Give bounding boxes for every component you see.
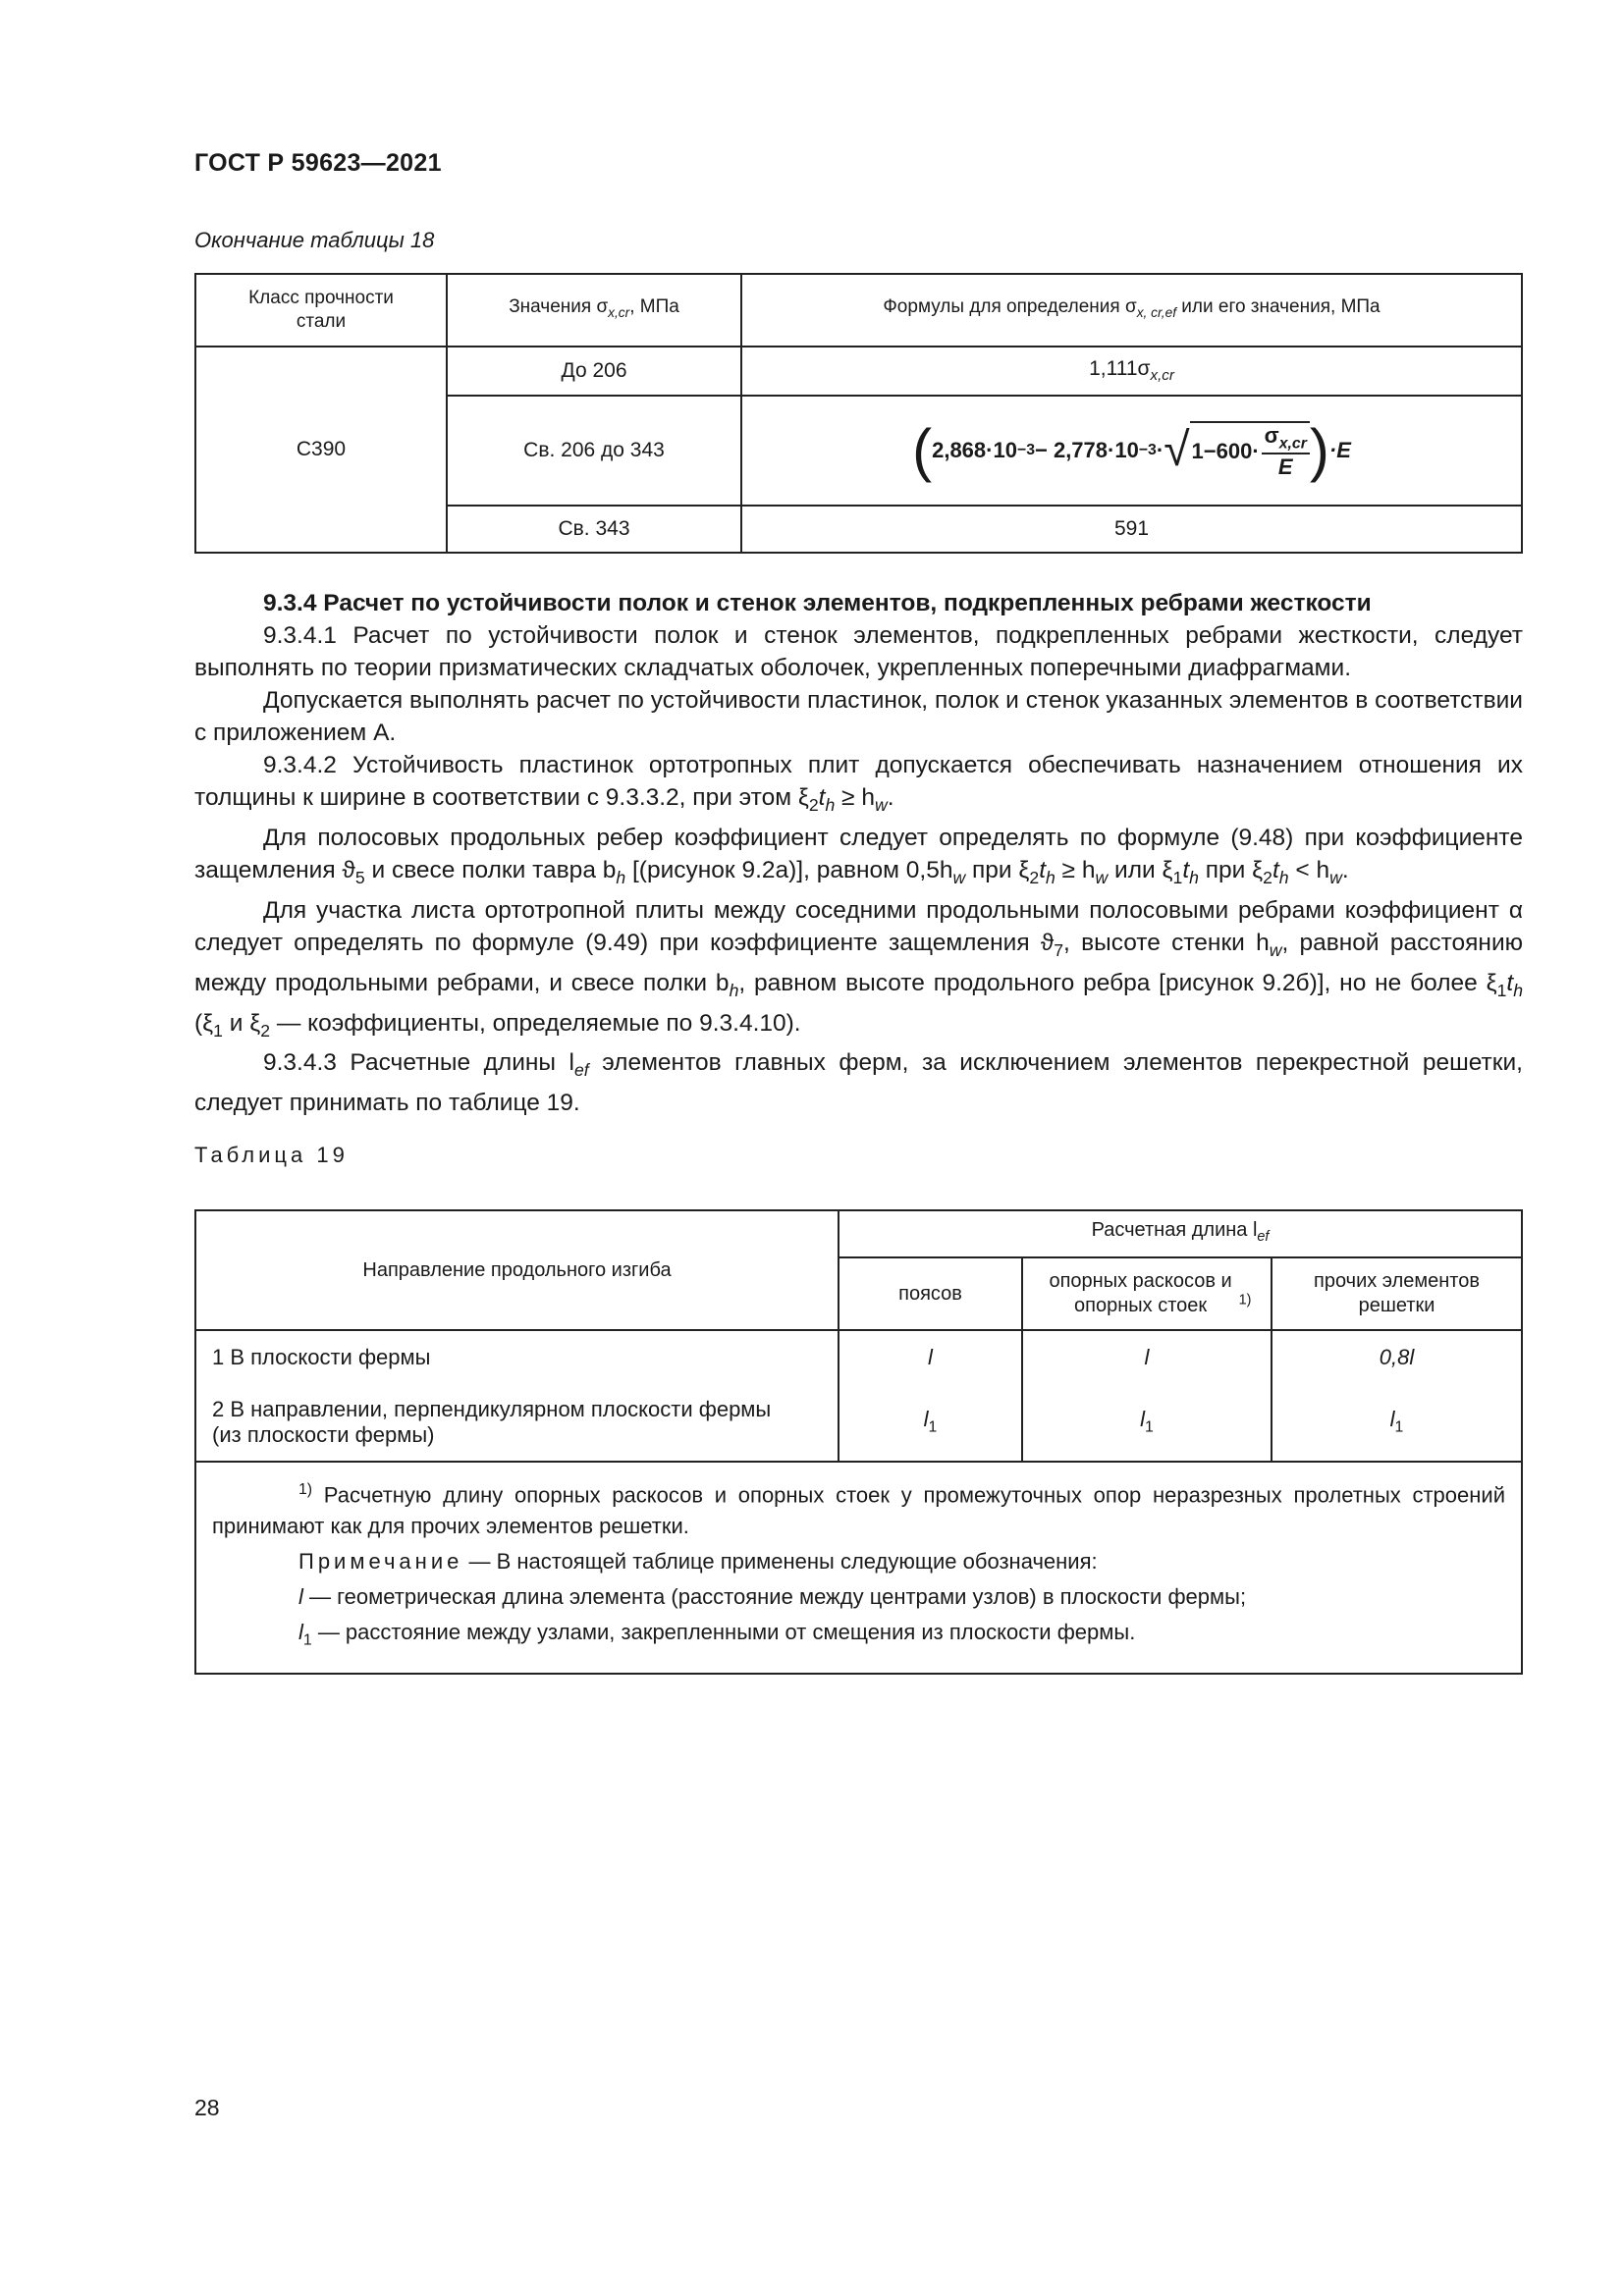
table-row xyxy=(195,1330,1522,1383)
t19-head-chords: поясов xyxy=(839,1257,1022,1330)
table-19 xyxy=(194,1209,1523,1675)
t19-row1-label: 1 В плоскости фермы xyxy=(195,1330,839,1383)
paragraph-appendix-a: Допускается выполнять расчет по устойчивости пластинок, полок и стенок указанных элементов в соответствии с приложением А. xyxy=(194,687,1523,746)
table-row xyxy=(195,347,1522,396)
t19-row2-support: $l_1$ xyxy=(1022,1383,1272,1462)
t18-range-1: До 206 xyxy=(447,347,741,396)
t19-row1-chords: l xyxy=(839,1330,1022,1383)
t19-note-l: l — геометрическая длина элемента (расстояние между центрами узлов) в плоскости фермы; xyxy=(298,1584,1247,1610)
t19-row1-support: l xyxy=(1022,1330,1272,1383)
paragraph-9-3-4-1: 9.3.4.1 Расчет по устойчивости полок и стенок элементов, подкрепленных ребрами жесткости, следует выполнять по теории призматических складчатых оболочек, укрепленных поперечными диафрагмами. xyxy=(194,622,1523,681)
t19-head-direction: Направление продольного изгиба xyxy=(195,1210,839,1330)
table-19-notes-row xyxy=(195,1462,1522,1674)
section-heading-9-3-4: 9.3.4 Расчет по устойчивости полок и стенок элементов, подкрепленных ребрами жесткости xyxy=(263,590,1372,616)
table-19-header-row xyxy=(195,1210,1522,1257)
t18-value-1: $1,111\sigma_{x,cr}$ xyxy=(741,347,1522,396)
t19-note-l1: $l_1$ — расстояние между узлами, закрепленными от смещения из плоскости фермы. xyxy=(298,1620,1136,1649)
t19-head-length: Расчетная длина $l_{ef}$ xyxy=(839,1210,1522,1257)
section-9-3-4-text xyxy=(194,587,1523,1171)
t18-range-3: Св. 343 xyxy=(447,506,741,553)
t18-range-2: Св. 206 до 343 xyxy=(447,396,741,506)
paragraph-9-3-4-3: 9.3.4.3 Расчетные длины $l_{ef}$ элементов главных ферм, за исключением элементов перекрестной решетки, следует принимать по таблице 19. xyxy=(194,1049,1523,1117)
t19-row2-chords: $l_1$ xyxy=(839,1383,1022,1462)
t19-notes xyxy=(195,1462,1522,1674)
table18-continuation-caption: Окончание таблицы 18 xyxy=(194,228,435,252)
t19-row2-other: $l_1$ xyxy=(1272,1383,1522,1462)
t18-formula: ( 2,868·10 −3 − 2,778·10 −3 · √ 1−600· $\sigma_{x,cr}$ E ) ·E xyxy=(741,396,1522,506)
paragraph-plate-section: Для участка листа ортотропной плиты между соседними продольными полосовыми ребрами коэффициент α следует определять по формуле (9.49) при коэффициенте защемления $ϑ_7$, высоте стенки $h_w$, равной расстоянию между продольными ребрами, и свесе полки $b_h$, равном высоте продольного ребра [рисунок 9.2б)], но не более $\xi_1t_h$ ($\xi_1$ и $\xi_2$ — коэффициенты, определяемые по 9.3.4.10). xyxy=(194,896,1523,1041)
t19-row2-label: 2 В направлении, перпендикулярном плоскости фермы (из плоскости фермы) xyxy=(195,1383,839,1462)
t18-head-formulas: Формулы для определения $\sigma_{x, cr,ef}$ или его значения, МПа xyxy=(741,274,1522,347)
table-18-header-row xyxy=(195,274,1522,347)
t19-note-intro: Примечание — В настоящей таблице применены следующие обозначения: xyxy=(298,1549,1098,1575)
t19-row1-other: 0,8l xyxy=(1272,1330,1522,1383)
t19-footnote: $^{1)}$ Расчетную длину опорных раскосов и опорных стоек у промежуточных опор неразрезных пролетных строений принимают как для прочих элементов решетки. xyxy=(212,1481,1505,1539)
t18-head-class: Класс прочности стали xyxy=(195,274,447,347)
document-header: ГОСТ Р 59623—2021 xyxy=(194,149,442,177)
paragraph-9-3-4-2: 9.3.4.2 Устойчивость пластинок ортотропных плит допускается обеспечивать назначением отношения их толщины к ширине в соответствии с 9.3.3.2, при этом $\xi_2t_h \ge h_w$. xyxy=(194,752,1523,815)
t18-steel-class: С390 xyxy=(195,347,447,553)
table19-caption: Таблица 19 xyxy=(194,1143,349,1168)
t19-head-support: опорных раскосов и опорных стоек $^{1)}$ xyxy=(1022,1257,1272,1330)
paragraph-strip-ribs: Для полосовых продольных ребер коэффициент следует определять по формуле (9.48) при коэффициенте защемления $ϑ_5$ и свесе полки тавра $b_h$ [(рисунок 9.2а)], равном $0,5h_w$ при $\xi_2t_h \ge h_w$ или $\xi_1t_h$ при $\xi_2t_h < h_w$. xyxy=(194,824,1523,887)
t18-value-3: 591 xyxy=(741,506,1522,553)
table-18 xyxy=(194,273,1523,554)
t19-head-other: прочих элементов решетки xyxy=(1272,1257,1522,1330)
table-row xyxy=(195,1383,1522,1462)
t18-head-values: Значения $\sigma_{x,cr}$, МПа xyxy=(447,274,741,347)
page-number: 28 xyxy=(194,2095,220,2120)
